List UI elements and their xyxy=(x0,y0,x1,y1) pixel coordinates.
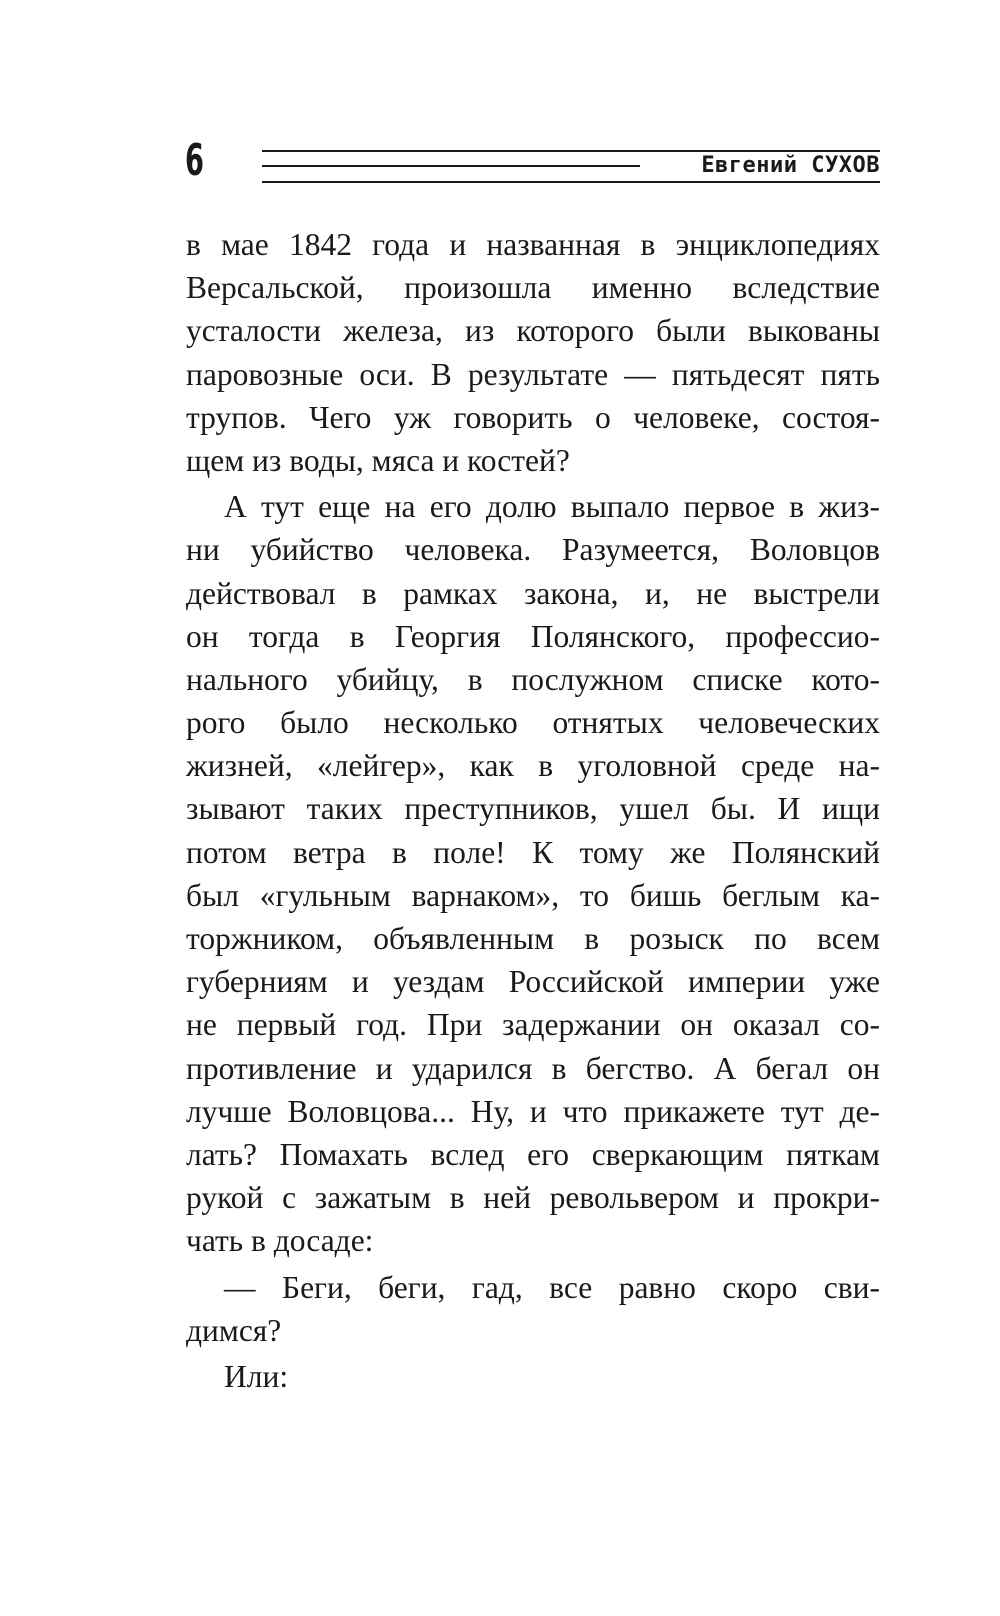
text-line: лучше Воловцова... Ну, и что прикажете тут де- xyxy=(186,1093,880,1129)
text-line: щем из воды, мяса и костей? xyxy=(186,442,570,478)
text-line: жизней, «лейгер», как в уголовной среде на- xyxy=(186,748,880,784)
text-line: действовал в рамках закона, и, не выстрели xyxy=(186,575,880,611)
text-line: зывают таких преступников, ушел бы. И ищи xyxy=(186,791,880,827)
text-line: ни убийство человека. Разумеется, Воловцов xyxy=(186,532,880,568)
text-line: Или: xyxy=(224,1358,289,1394)
text-line: противление и ударился в бегство. А бегал он xyxy=(186,1050,880,1086)
header-rule-top xyxy=(262,150,880,152)
text-line: нального убийцу, в послужном списке кото- xyxy=(186,661,880,697)
running-head-author: Евгений СУХОВ xyxy=(701,153,880,178)
body-text xyxy=(186,223,880,1398)
text-line: — Беги, беги, гад, все равно скоро сви- xyxy=(224,1269,880,1305)
text-line: лать? Помахать вслед его сверкающим пяткам xyxy=(186,1136,880,1172)
text-line: А тут еще на его долю выпало первое в жиз- xyxy=(224,489,880,525)
text-line: потом ветра в поле! К тому же Полянский xyxy=(186,834,880,870)
text-line: рукой с зажатым в ней револьвером и прокри- xyxy=(186,1180,880,1216)
text-line: он тогда в Георгия Полянского, профессио- xyxy=(186,618,880,654)
text-line: трупов. Чего уж говорить о человеке, состоя- xyxy=(186,399,880,435)
header-rule-bottom xyxy=(262,181,880,183)
page-number: 6 xyxy=(185,135,204,186)
text-line: был «гульным варнаком», то бишь беглым ка- xyxy=(186,877,880,913)
text-line: губерниям и уездам Российской империи уже xyxy=(186,964,880,1000)
text-line: торжником, объявленным в розыск по всем xyxy=(186,921,880,956)
text-line: в мае 1842 года и названная в энциклопедиях xyxy=(186,227,880,262)
text-line: Версальской, произошла именно вследствие xyxy=(186,270,880,306)
header-rule-middle xyxy=(262,165,640,167)
text-line: димся? xyxy=(186,1312,282,1348)
text-line: усталости железа, из которого были выкованы xyxy=(186,313,880,349)
text-line: рого было несколько отнятых человеческих xyxy=(186,705,880,741)
text-line: паровозные оси. В результате — пятьдесят пять xyxy=(186,356,880,392)
text-line: чать в досаде: xyxy=(186,1223,374,1259)
text-line: не первый год. При задержании он оказал со- xyxy=(186,1007,880,1043)
